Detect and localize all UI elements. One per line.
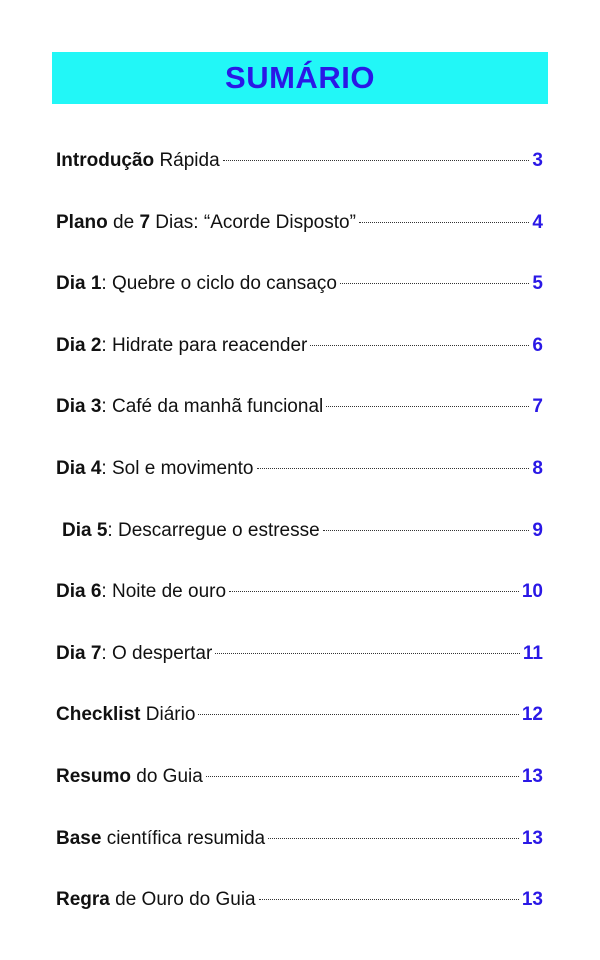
dot-leader	[229, 591, 519, 592]
toc-page-number: 11	[522, 642, 543, 664]
toc-entry-bold: Introdução	[56, 150, 155, 171]
toc-page-number: 10	[521, 581, 543, 603]
toc-entry-label	[56, 757, 203, 797]
toc-page-number: 6	[532, 334, 543, 356]
toc-entry[interactable]	[56, 511, 543, 551]
toc-entry[interactable]	[56, 695, 543, 735]
page-title: SUMÁRIO	[225, 60, 375, 95]
toc-entry-bold: Dia 2	[56, 334, 102, 356]
toc-entry[interactable]	[56, 819, 543, 859]
toc-page-number: 4	[532, 211, 543, 233]
toc-entry-bold: Dia 5	[62, 519, 108, 541]
toc-entry-text: do Guia	[130, 765, 203, 787]
toc-page-number: 9	[532, 519, 543, 541]
toc-entry-text: científica resumida	[101, 827, 266, 849]
dot-leader	[310, 345, 529, 346]
toc-entry-label	[56, 326, 307, 366]
toc-entry-label	[56, 695, 195, 735]
dot-leader	[259, 899, 519, 900]
toc-page-number: 3	[532, 150, 543, 171]
toc-entry-label	[56, 449, 254, 489]
toc-page-number: 8	[532, 457, 543, 479]
toc-entry-bold: Dia 1	[56, 273, 102, 295]
toc-entry-text: Diário	[140, 704, 196, 726]
toc-entry-text: : Hidrate para reacender	[101, 334, 308, 356]
toc-entry-text: : Quebre o ciclo do cansaço	[101, 273, 337, 295]
toc-page-number: 5	[532, 273, 543, 295]
toc-entry-label	[62, 511, 320, 551]
toc-entry[interactable]	[56, 757, 543, 797]
toc-entry-bold: Regra	[56, 889, 110, 911]
dot-leader	[206, 776, 519, 777]
dot-leader	[257, 468, 530, 469]
toc-entry-label	[56, 387, 323, 427]
toc-entry[interactable]	[56, 141, 543, 181]
dot-leader	[198, 714, 518, 715]
toc-entry-bold: Dia 7	[56, 642, 102, 664]
toc-entry[interactable]	[56, 264, 543, 304]
toc-entry-text: de Ouro do Guia	[109, 889, 256, 911]
toc-entry-text: Rápida	[154, 150, 220, 171]
title-banner	[52, 52, 548, 104]
toc-entry-bold: Checklist	[56, 704, 141, 726]
dot-leader	[359, 222, 530, 223]
toc-page-number: 13	[521, 765, 543, 787]
toc-entry[interactable]	[56, 572, 543, 612]
table-of-contents	[56, 141, 543, 942]
toc-entry-text: : Descarregue o estresse	[107, 519, 320, 541]
dot-leader	[215, 653, 520, 654]
toc-entry-text: : O despertar	[101, 642, 213, 664]
toc-entry-text: : Café da manhã funcional	[101, 396, 324, 418]
toc-entry-text: Dias: “Acorde Disposto”	[150, 211, 356, 233]
toc-entry-bold: 7	[139, 211, 151, 233]
toc-page-number: 12	[521, 704, 543, 726]
toc-page-number: 7	[532, 396, 543, 418]
toc-entry-text: : Sol e movimento	[101, 457, 254, 479]
toc-entry[interactable]	[56, 387, 543, 427]
toc-entry-bold: Dia 3	[56, 396, 102, 418]
toc-entry[interactable]	[56, 449, 543, 489]
toc-page-number: 13	[521, 889, 543, 911]
toc-entry-label	[56, 203, 356, 243]
toc-entry-text: de	[107, 211, 140, 233]
toc-entry-bold: Resumo	[56, 765, 131, 787]
toc-entry[interactable]	[56, 634, 543, 674]
toc-entry-label	[56, 634, 212, 674]
toc-entry[interactable]	[56, 203, 543, 243]
dot-leader	[323, 530, 530, 531]
dot-leader	[326, 406, 529, 407]
toc-entry-label	[56, 264, 337, 304]
toc-page-number: 13	[521, 827, 543, 849]
toc-entry-label	[56, 572, 226, 612]
toc-entry[interactable]	[56, 326, 543, 366]
dot-leader	[268, 838, 519, 839]
dot-leader	[340, 283, 529, 284]
toc-entry-bold: Plano	[56, 211, 108, 233]
toc-entry-text: : Noite de ouro	[101, 581, 227, 603]
toc-entry-label	[56, 819, 265, 859]
toc-entry-bold: Dia 6	[56, 581, 102, 603]
toc-entry-label	[56, 141, 220, 181]
toc-entry[interactable]	[56, 880, 543, 920]
toc-entry-bold: Base	[56, 827, 102, 849]
toc-entry-bold: Dia 4	[56, 457, 102, 479]
toc-entry-label	[56, 880, 256, 920]
dot-leader	[223, 160, 530, 161]
